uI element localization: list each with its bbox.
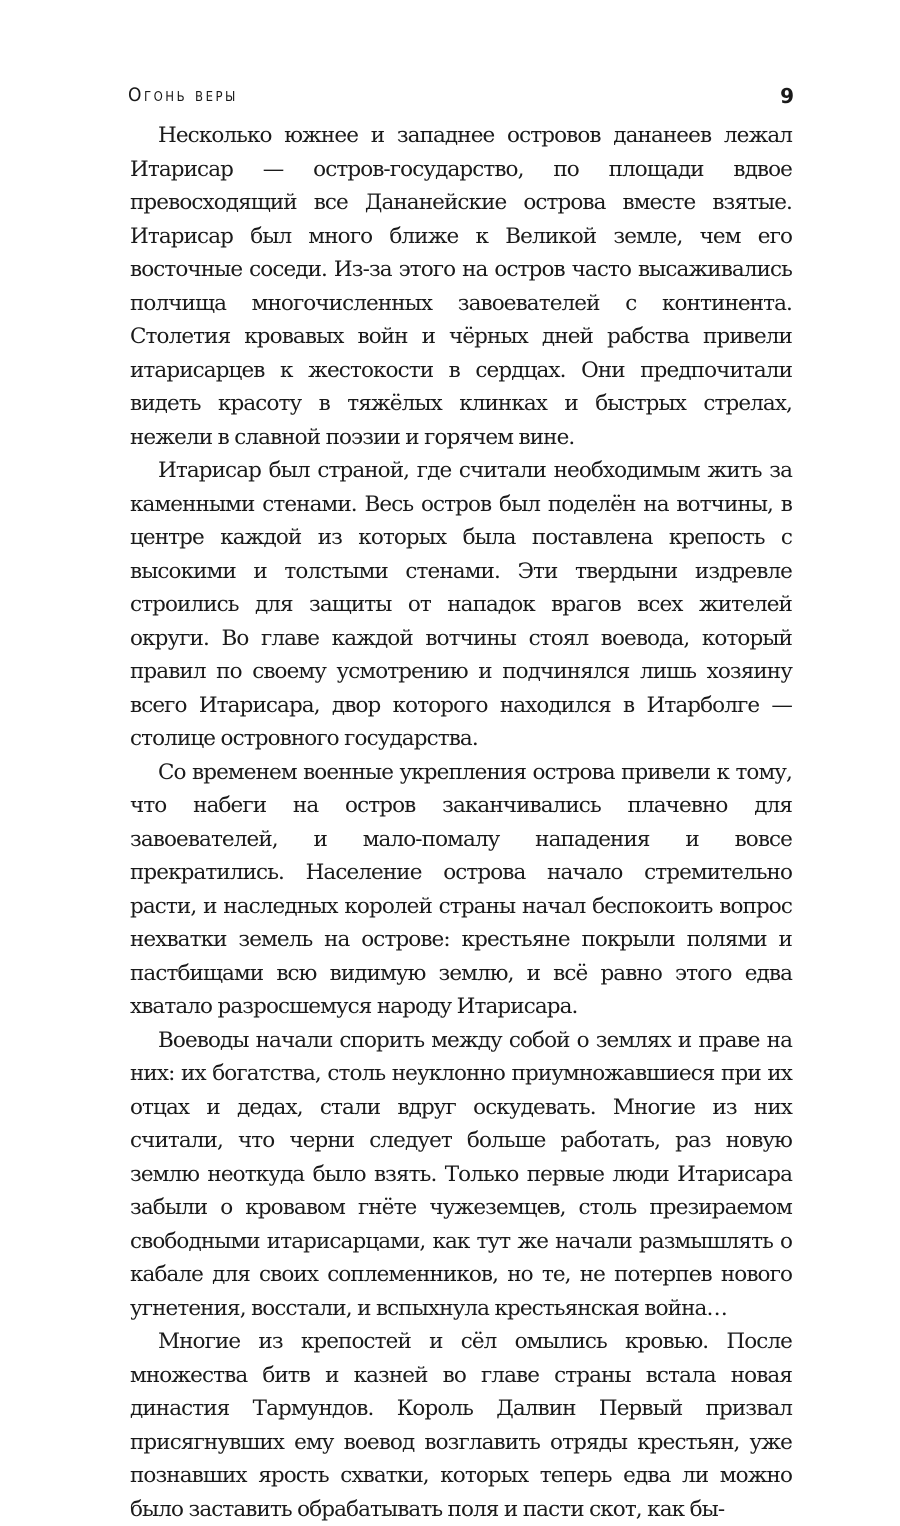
paragraph-4: Воеводы начали спорить между собой о землях и праве на них: их богатства, столь неуклонно приумножавшиеся при их отцах и дедах, стали вдруг оскудевать. Многие из них считали, что черни следует больше работать, раз новую землю неоткуда было взять. Только первые люди Итарисара забыли о кровавом гнёте чужеземцев, столь презираемом свободными итарисарцами, как тут же начали размышлять о кабале для своих соплеменников, но те, не потерпев нового угнетения, восстали, и вспыхнула крестьянская война… <box>130 1027 792 1321</box>
paragraph-2: Итарисар был страной, где считали необходимым жить за каменными стенами. Весь остров был поделён на вотчины, в центре каждой из которых была поставлена крепость с высокими и толстыми стенами. Эти твердыни издревле строились для защиты от нападок врагов всех жителей округи. Во главе каждой вотчины стоял воевода, который правил по своему усмотрению и подчинялся лишь хозяину всего Итарисара, двор которого находился в Итарболге — столице островного государства. <box>130 458 792 751</box>
body-text <box>130 119 792 1526</box>
page-number: 9 <box>780 84 794 108</box>
paragraph-1: Несколько южнее и западнее островов дананеев лежал Итарисар — остров-государство, по площади вдвое превосходящий все Дананейские острова вместе взятые. Итарисар был много ближе к Великой земле, чем его восточные соседи. Из-за этого на остров часто высаживались полчища многочисленных завоевателей с континента. Столетия кровавых войн и чёрных дней рабства привели итарисарцев к жестокости в сердцах. Они предпочитали видеть красоту в тяжёлых клинках и быстрых стрелах, нежели в славной поэзии и горячем вине. <box>130 123 792 450</box>
running-head-title: Огонь веры <box>128 84 238 106</box>
paragraph-3: Со временем военные укрепления острова привели к тому, что набеги на остров заканчивались плачевно для завоевателей, и мало-помалу нападения и вовсе прекратились. Население острова начало стремительно расти, и наследных королей страны начал беспокоить вопрос нехватки земель на острове: крестьяне покрыли полями и пастбищами всю видимую землю, и всё равно этого едва хватало разросшемуся народу Итарисара. <box>130 759 792 1019</box>
paragraph-5: Многие из крепостей и сёл омылись кровью. После множества битв и казней во главе страны встала новая династия Тармундов. Король Далвин Первый призвал присягнувших ему воевод возглавить отряды крестьян, уже познавших ярость схватки, которых теперь едва ли можно было заставить обрабатывать поля и пасти скот, как бы- <box>130 1329 792 1522</box>
